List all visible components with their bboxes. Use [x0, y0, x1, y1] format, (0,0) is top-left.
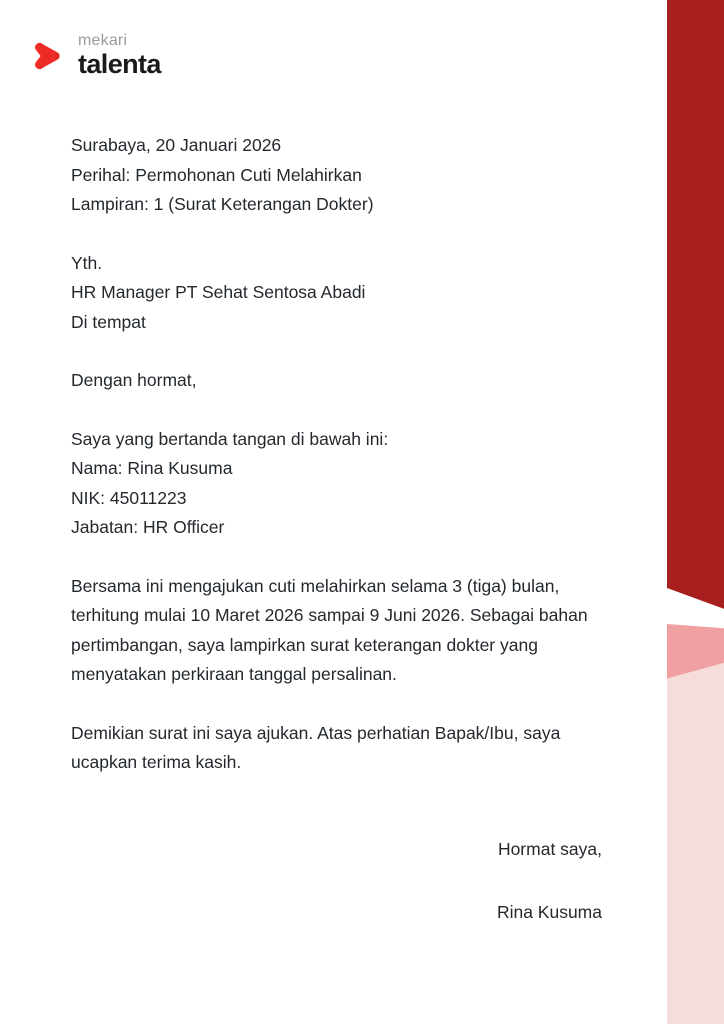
identity-position: Jabatan: HR Officer — [71, 517, 225, 537]
signature-closing: Hormat saya, — [497, 839, 602, 859]
letter-recipient-block — [71, 249, 616, 338]
spacer-after-header — [71, 220, 616, 249]
letter-signature-block — [71, 835, 616, 927]
recipient-name: HR Manager PT Sehat Sentosa Abadi — [71, 282, 366, 302]
signature-name: Rina Kusuma — [496, 901, 602, 922]
letter-subject: Perihal: Permohonan Cuti Melahirkan — [71, 164, 362, 185]
letter-attachment: Lampiran: 1 (Surat Keterangan Dokter) — [71, 194, 374, 214]
letter-identity-block — [71, 425, 616, 543]
brand-logo-mekari-text: mekari — [78, 32, 128, 49]
recipient-place: Di tempat — [71, 311, 146, 332]
letter-closing-paragraph: Demikian surat ini saya ajukan. Atas perhatian Bapak/Ibu, saya ucapkan terima kasih. — [71, 722, 561, 772]
brand-logo-wordmark — [78, 33, 161, 78]
decorative-bar-light-pink — [667, 662, 724, 1024]
letter-body-paragraph: Bersama ini mengajukan cuti melahirkan selama 3 (tiga) bulan, terhitung mulai 10 Maret 2026 sampai 9 Juni 2026. Sebagai bahan pertimbangan, saya lampirkan surat keterangan dokter yang menyatakan perkiraan tanggal persalinan. — [71, 575, 588, 684]
letter-place-date: Surabaya, 20 Januari 2026 — [71, 135, 282, 155]
brand-logo-talenta-text: talenta — [78, 49, 161, 79]
mekari-chevron-logo-icon — [33, 39, 69, 73]
spacer-after-recipient — [71, 337, 616, 366]
identity-nik: NIK: 45011223 — [71, 487, 187, 508]
letter-header-block — [71, 131, 616, 220]
letter-content — [71, 131, 616, 778]
decorative-bar-salmon — [667, 624, 724, 680]
identity-name: Nama: Rina Kusuma — [71, 458, 233, 478]
brand-logo — [33, 33, 161, 78]
letter-greeting: Dengan hormat, — [71, 370, 197, 390]
decorative-bar-dark-red — [667, 0, 724, 610]
decorative-side-bars — [644, 0, 724, 1024]
identity-intro: Saya yang bertanda tangan di bawah ini: — [71, 428, 389, 449]
recipient-salutation: Yth. — [71, 252, 103, 273]
